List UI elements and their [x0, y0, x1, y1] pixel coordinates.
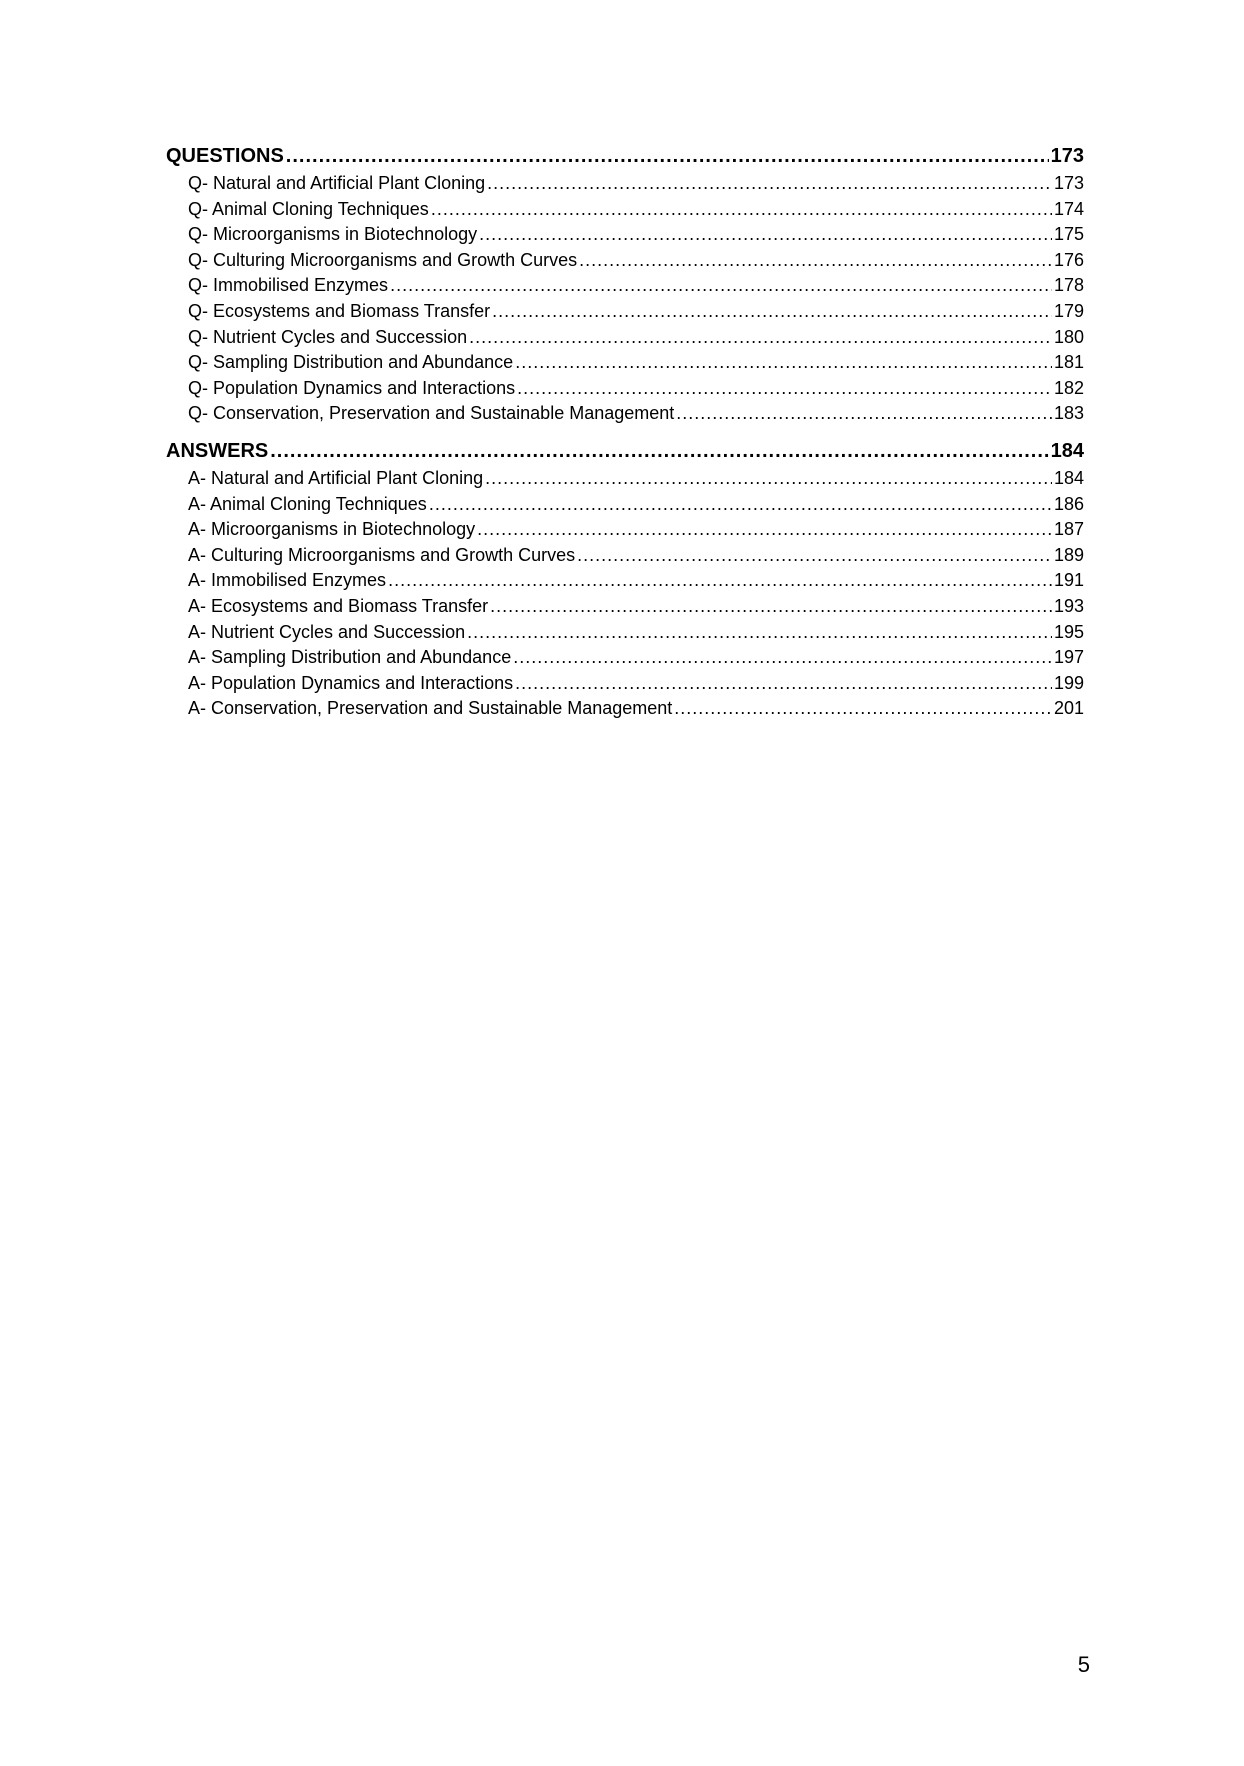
toc-entry-title: A- Microorganisms in Biotechnology — [188, 519, 476, 540]
toc-entry-page: 178 — [1053, 275, 1084, 296]
toc-entry[interactable] — [166, 645, 1084, 671]
toc-entry[interactable] — [166, 273, 1084, 299]
toc-heading-title: QUESTIONS — [166, 145, 284, 167]
toc-entry-page: 186 — [1053, 493, 1084, 514]
toc-entry-title: Q- Ecosystems and Biomass Transfer — [188, 300, 491, 321]
dot-leader — [388, 568, 1052, 594]
toc-entry-title: Q- Sampling Distribution and Abundance — [188, 352, 514, 373]
toc-entry-page: 184 — [1053, 467, 1084, 488]
toc-entry-page: 195 — [1053, 621, 1084, 642]
dot-leader — [579, 248, 1052, 274]
toc-heading-title: ANSWERS — [166, 439, 269, 462]
toc-entry-title: Q- Culturing Microorganisms and Growth Curves — [188, 249, 578, 270]
dot-leader — [517, 376, 1052, 402]
toc-entry-page: 173 — [1053, 173, 1084, 193]
toc-entry[interactable] — [166, 492, 1084, 518]
toc-entry-page: 180 — [1053, 326, 1084, 347]
toc-entry[interactable] — [166, 671, 1084, 697]
dot-leader — [431, 197, 1052, 223]
dot-leader — [674, 696, 1052, 722]
dot-leader — [286, 142, 1049, 171]
toc-entry[interactable] — [166, 594, 1084, 620]
toc-entry-title: Q- Microorganisms in Biotechnology — [188, 224, 478, 245]
toc-entry-page: 183 — [1053, 403, 1084, 424]
dot-leader — [515, 350, 1052, 376]
dot-leader — [513, 645, 1052, 671]
toc-entry-page: 175 — [1053, 224, 1084, 245]
dot-leader — [577, 543, 1052, 569]
toc-entry[interactable] — [166, 517, 1084, 543]
toc-entry-page: 174 — [1053, 198, 1084, 219]
toc-entry-page: 193 — [1053, 595, 1084, 616]
toc-entry[interactable] — [166, 543, 1084, 569]
toc-heading-questions[interactable] — [166, 142, 1084, 171]
toc-entry[interactable] — [166, 696, 1084, 722]
dot-leader — [479, 222, 1052, 248]
toc-entry-page: 187 — [1053, 519, 1084, 540]
dot-leader — [487, 171, 1052, 197]
toc-section-answers — [166, 437, 1084, 722]
toc-entry-page: 189 — [1053, 544, 1084, 565]
dot-leader — [485, 466, 1052, 492]
dot-leader — [429, 492, 1052, 518]
toc-entry[interactable] — [166, 325, 1084, 351]
toc-entry-title: A- Immobilised Enzymes — [188, 570, 387, 591]
dot-leader — [515, 671, 1052, 697]
dot-leader — [676, 401, 1052, 427]
toc-entry-title: A- Culturing Microorganisms and Growth Curves — [188, 544, 576, 565]
toc-entry-title: Q- Immobilised Enzymes — [188, 275, 389, 296]
toc-entry-title: A- Ecosystems and Biomass Transfer — [188, 595, 489, 616]
toc-entry[interactable] — [166, 299, 1084, 325]
table-of-contents — [166, 142, 1084, 722]
dot-leader — [492, 299, 1052, 325]
toc-entry-title: A- Nutrient Cycles and Succession — [188, 621, 466, 642]
toc-entry-title: A- Conservation, Preservation and Sustainable Management — [188, 698, 673, 719]
toc-entry-title: A- Natural and Artificial Plant Cloning — [188, 467, 484, 488]
toc-entry[interactable] — [166, 466, 1084, 492]
dot-leader — [469, 325, 1052, 351]
dot-leader — [490, 594, 1052, 620]
toc-heading-page: 184 — [1050, 439, 1084, 462]
toc-heading-answers[interactable] — [166, 437, 1084, 466]
dot-leader — [467, 620, 1052, 646]
dot-leader — [390, 273, 1052, 299]
toc-entry-page: 182 — [1053, 377, 1084, 398]
toc-entry[interactable] — [166, 376, 1084, 402]
toc-entry[interactable] — [166, 248, 1084, 274]
toc-entry-page: 197 — [1053, 647, 1084, 668]
toc-entry-title: Q- Animal Cloning Techniques — [188, 198, 429, 219]
toc-entry[interactable] — [166, 620, 1084, 646]
toc-entry-title: Q- Population Dynamics and Interactions — [188, 377, 516, 398]
toc-heading-page: 173 — [1050, 145, 1084, 167]
dot-leader — [270, 437, 1048, 466]
toc-entry-page: 199 — [1053, 672, 1084, 693]
toc-entry-page: 191 — [1053, 570, 1084, 591]
toc-entry[interactable] — [166, 197, 1084, 223]
toc-entry[interactable] — [166, 222, 1084, 248]
toc-entry-page: 181 — [1053, 352, 1084, 373]
toc-entry-page: 176 — [1053, 249, 1084, 270]
toc-entry-title: A- Animal Cloning Techniques — [188, 493, 427, 514]
toc-entry[interactable] — [166, 171, 1084, 197]
toc-entry[interactable] — [166, 350, 1084, 376]
toc-entry-page: 179 — [1053, 300, 1084, 321]
toc-entry-title: Q- Conservation, Preservation and Sustainable Management — [188, 403, 675, 424]
toc-entry-title: A- Population Dynamics and Interactions — [188, 672, 514, 693]
toc-entry-page: 201 — [1053, 698, 1084, 719]
toc-entry[interactable] — [166, 568, 1084, 594]
page-number: 5 — [1077, 1652, 1090, 1677]
toc-entry-title: Q- Natural and Artificial Plant Cloning — [188, 173, 486, 193]
toc-entry[interactable] — [166, 401, 1084, 427]
toc-section-questions — [166, 142, 1084, 427]
dot-leader — [477, 517, 1052, 543]
toc-entry-title: A- Sampling Distribution and Abundance — [188, 647, 512, 668]
toc-entry-title: Q- Nutrient Cycles and Succession — [188, 326, 468, 347]
